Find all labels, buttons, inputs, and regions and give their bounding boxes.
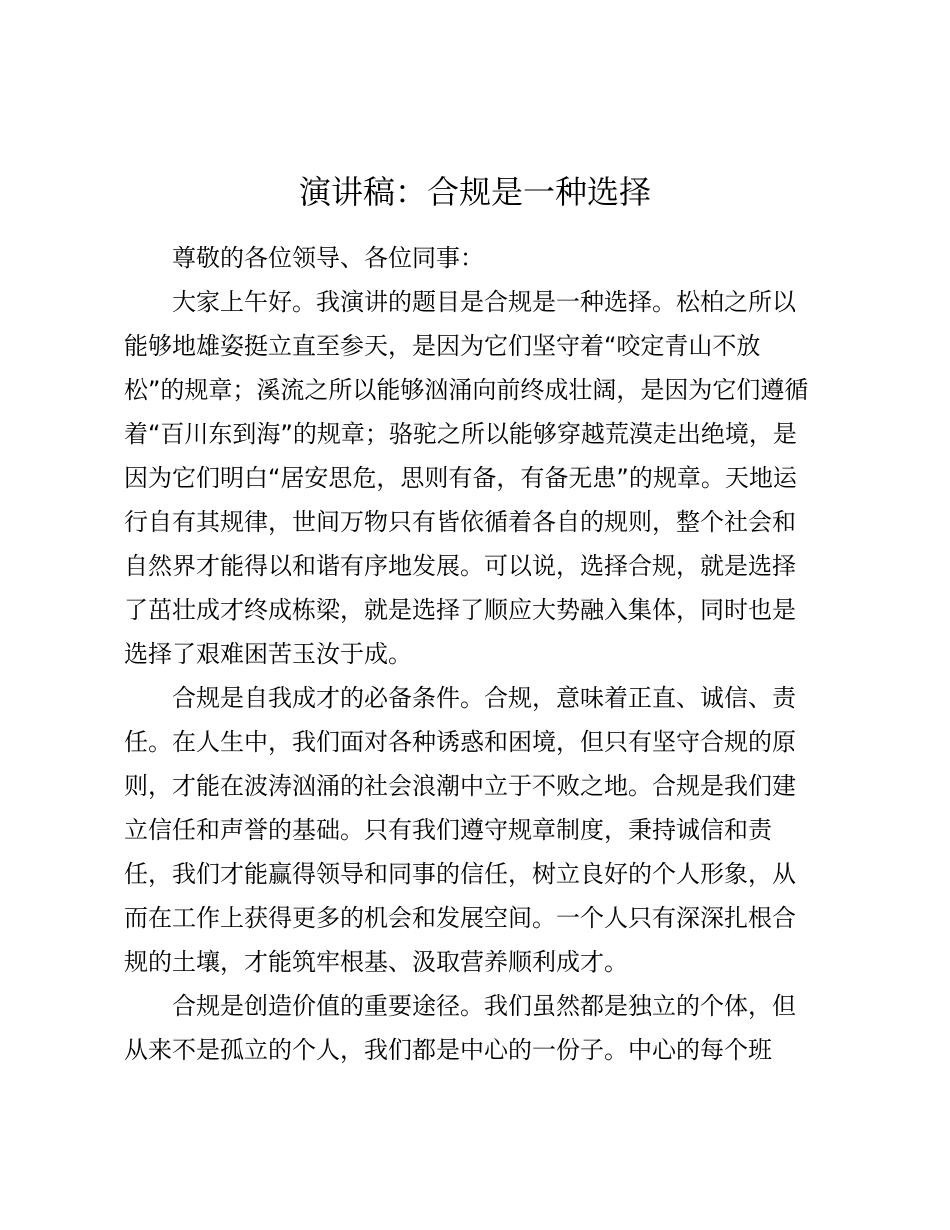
text-line: 了茁壮成才终成栋梁，就是选择了顺应大势融入集体，同时也是: [124, 596, 796, 624]
text-line: 规的土壤，才能筑牢根基、汲取营养顺利成才。: [124, 948, 628, 976]
document-body: [124, 236, 830, 1072]
document-title: 演讲稿：合规是一种选择: [298, 173, 651, 211]
text-line: 合规是创造价值的重要途径。我们虽然都是独立的个体，但: [172, 992, 796, 1020]
text-line: 则，才能在波涛汹涌的社会浪潮中立于不败之地。合规是我们建: [124, 772, 796, 800]
text-line: 能够地雄姿挺立直至参天，是因为它们坚守着“咬定青山不放: [124, 332, 761, 360]
text-line: 而在工作上获得更多的机会和发展空间。一个人只有深深扎根合: [124, 904, 796, 932]
text-line: 任。在人生中，我们面对各种诱惑和困境，但只有坚守合规的原: [124, 728, 796, 756]
text-line: 立信任和声誉的基础。只有我们遵守规章制度，秉持诚信和责: [124, 816, 772, 844]
text-line: 任，我们才能赢得领导和同事的信任，树立良好的个人形象，从: [124, 860, 796, 888]
text-line: 松”的规章；溪流之所以能够汹涌向前终成壮阔，是因为它们遵循: [124, 376, 809, 404]
text-line: 合规是自我成才的必备条件。合规，意味着正直、诚信、责: [172, 684, 796, 712]
text-line: 从来不是孤立的个人，我们都是中心的一份子。中心的每个班: [124, 1036, 772, 1064]
text-line: 选择了艰难困苦玉汝于成。: [124, 640, 412, 668]
text-line: 因为它们明白“居安思危，思则有备，有备无患”的规章。天地运: [124, 464, 797, 492]
text-line: 尊敬的各位领导、各位同事：: [172, 244, 484, 272]
text-line: 自然界才能得以和谐有序地发展。可以说，选择合规，就是选择: [124, 552, 796, 580]
text-line: 行自有其规律，世间万物只有皆依循着各自的规则，整个社会和: [124, 508, 796, 536]
text-line: 着“百川东到海”的规章；骆驼之所以能够穿越荒漠走出绝境，是: [124, 420, 797, 448]
text-line: 大家上午好。我演讲的题目是合规是一种选择。松柏之所以: [172, 288, 796, 316]
